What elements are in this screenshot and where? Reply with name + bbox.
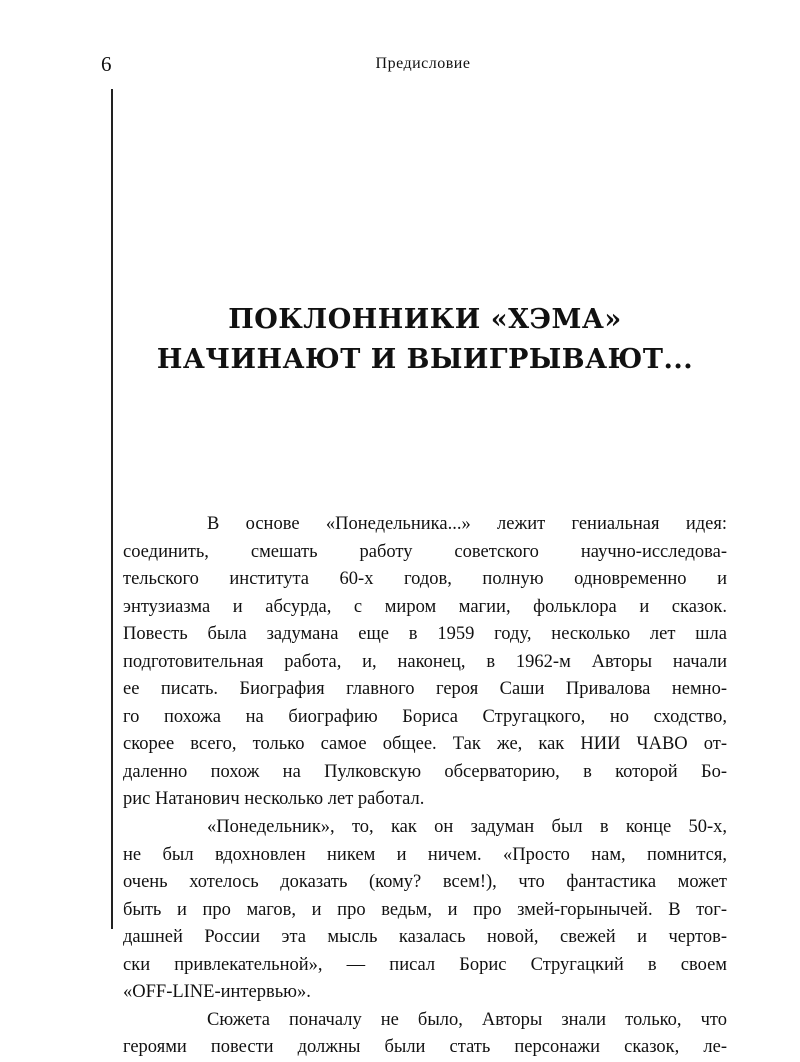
text-line: подготовительная работа, и, наконец, в 1962-м Авторы начали xyxy=(123,651,727,672)
text-line: «Понедельник», то, как он задуман был в конце 50-х, xyxy=(207,817,727,838)
text-line: очень хотелось доказать (кому? всем!), что фантастика может xyxy=(123,872,727,893)
text-line: героями повести должны были стать персонажи сказок, ле- xyxy=(123,1037,727,1058)
text-line: даленно похож на Пулковскую обсерваторию, в которой Бо- xyxy=(123,761,727,782)
text-line: скорее всего, только самое общее. Так же, как НИИ ЧАВО от- xyxy=(123,734,727,755)
body-text xyxy=(123,511,727,1062)
text-line: соединить, смешать работу советского научно-исследова- xyxy=(123,541,727,562)
text-line: «OFF-LINE-интервью». xyxy=(123,982,311,1003)
text-line: быть и про магов, и про ведьм, и про змей-горынычей. В тог- xyxy=(123,899,727,920)
text-line: энтузиазма и абсурда, с миром магии, фольклора и сказок. xyxy=(123,596,727,617)
page-number: 6 xyxy=(101,52,112,76)
chapter-title-line-2: НАЧИНАЮТ И ВЫИГРЫВАЮТ... xyxy=(156,344,694,375)
text-line: В основе «Понедельника...» лежит гениальная идея: xyxy=(207,514,727,534)
text-line: Повесть была задумана еще в 1959 году, несколько лет шла xyxy=(123,624,727,645)
chapter-title-line-1: ПОКЛОННИКИ «ХЭМА» xyxy=(228,304,622,335)
margin-rule xyxy=(111,89,113,929)
text-line: тельского института 60-х годов, полную одновременно и xyxy=(123,569,727,590)
text-line: не был вдохновлен никем и ничем. «Просто нам, помнится, xyxy=(123,844,727,865)
text-line: го похожа на биографию Бориса Стругацкого, но сходство, xyxy=(123,706,727,727)
running-head: Предисловие xyxy=(375,55,471,72)
text-line: ее писать. Биография главного героя Саши Привалова немно- xyxy=(123,679,727,700)
text-line: дашней России эта мысль казалась новой, свежей и чертов- xyxy=(123,927,727,948)
text-line: рис Натанович несколько лет работал. xyxy=(123,789,425,810)
chapter-title xyxy=(120,300,730,380)
text-line: ски привлекательной», — писал Борис Стругацкий в своем xyxy=(123,954,727,975)
text-line: Сюжета поначалу не было, Авторы знали только, что xyxy=(207,1009,727,1030)
